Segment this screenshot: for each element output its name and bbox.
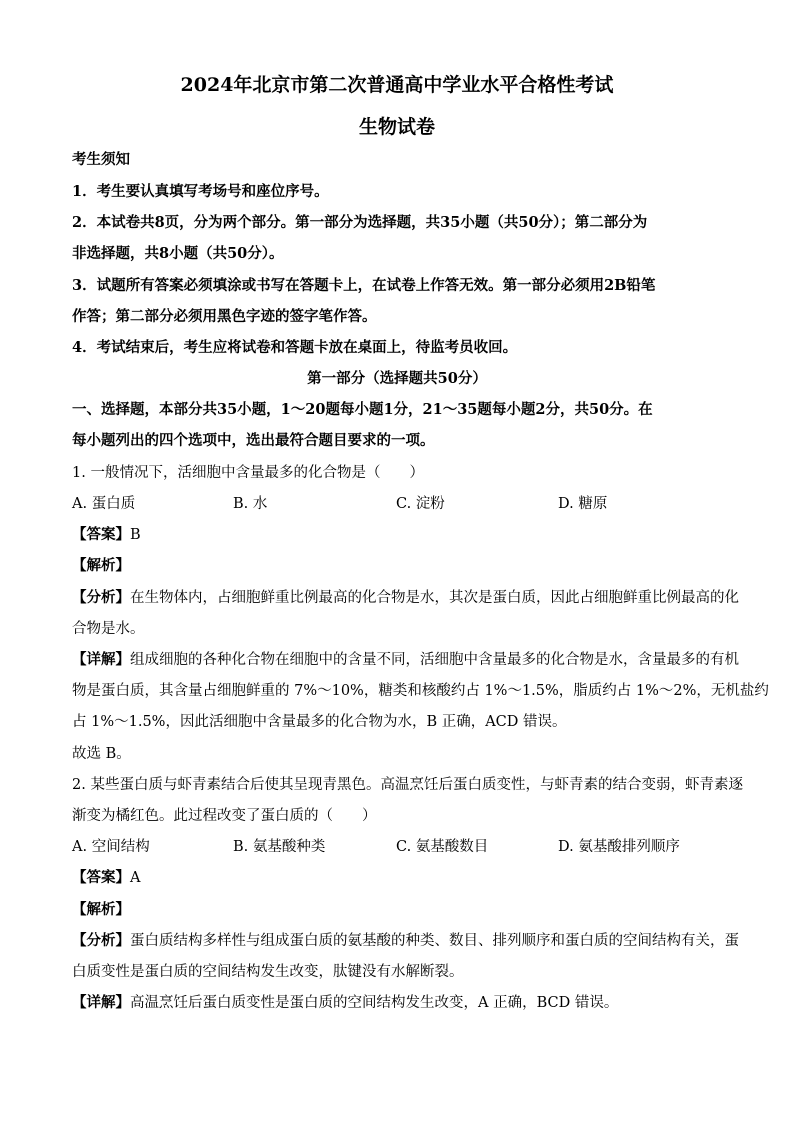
exam-title: 2024年北京市第二次普通高中学业水平合格性考试 (180, 74, 614, 96)
q1-option-d: D. 糖原 (558, 496, 608, 512)
q2-stem-line-1: 2. 某些蛋白质与虾青素结合后使其呈现青黑色。高温烹饪后蛋白质变性，与虾青素的结合变弱，虾青素逐 (72, 777, 743, 793)
q2-option-a: A. 空间结构 (72, 839, 150, 855)
q1-option-a: A. 蛋白质 (72, 496, 136, 512)
q2-fenxi-line-1 (72, 931, 739, 951)
q2-fenxi-text-1: 蛋白质结构多样性与组成蛋白质的氨基酸的种类、数目、排列顺序和蛋白质的空间结构有关，蛋 (130, 933, 739, 949)
q1-option-c: C. 淀粉 (396, 496, 445, 512)
q2-answer-tag: 【答案】 (72, 869, 130, 886)
q2-option-b: B. 氨基酸种类 (233, 839, 326, 855)
q1-answer-tag: 【答案】 (72, 526, 130, 543)
q1-xiangjie-line-3: 占 1%～1.5%，因此活细胞中含量最多的化合物为水，B 正确，ACD 错误。 (72, 714, 567, 730)
q1-xiangjie-text-1: 组成细胞的各种化合物在细胞中的含量不同，活细胞中含量最多的化合物是水，含量最多的有机 (130, 652, 739, 668)
notice-item-2: 2．本试卷共8页，分为两个部分。第一部分为选择题，共35小题（共50分）；第二部分为 (72, 214, 648, 231)
q2-option-d: D. 氨基酸排列顺序 (558, 839, 680, 855)
q2-stem-line-2: 渐变为橘红色。此过程改变了蛋白质的（ ） (72, 808, 377, 824)
notice-item-1: 1．考生要认真填写考场号和座位序号。 (72, 183, 329, 200)
notice-item-3-cont: 作答；第二部分必须用黑色字迹的签字笔作答。 (72, 308, 377, 325)
q1-xiangjie-line-1 (72, 650, 739, 670)
q2-fenxi-line-2: 白质变性是蛋白质的空间结构发生改变，肽键没有水解断裂。 (72, 964, 464, 980)
exam-subtitle: 生物试卷 (358, 116, 435, 138)
part1-instruction-2: 每小题列出的四个选项中，选出最符合题目要求的一项。 (72, 432, 435, 449)
q1-fenxi-line-2: 合物是水。 (72, 621, 145, 637)
q1-fenxi-tag: 【分析】 (72, 589, 130, 606)
q1-conclusion: 故选 B。 (72, 746, 131, 762)
part1-instruction-1: 一、选择题，本部分共35小题，1～20题每小题1分，21～35题每小题2分，共50分。在 (72, 401, 653, 418)
q2-analysis-tag: 【解析】 (72, 901, 130, 918)
notice-item-4: 4．考试结束后，考生应将试卷和答题卡放在桌面上，待监考员收回。 (72, 339, 518, 356)
notice-item-2-cont: 非选择题，共8小题（共50分）。 (72, 245, 284, 262)
q2-answer (72, 868, 140, 888)
q2-xiangjie-text-1: 高温烹饪后蛋白质变性是蛋白质的空间结构发生改变，A 正确，BCD 错误。 (130, 995, 619, 1011)
q2-xiangjie-tag: 【详解】 (72, 994, 130, 1011)
q1-answer (72, 525, 141, 545)
q2-fenxi-tag: 【分析】 (72, 932, 130, 949)
q1-stem: 1. 一般情况下，活细胞中含量最多的化合物是（ ） (72, 465, 424, 481)
q1-xiangjie-tag: 【详解】 (72, 651, 130, 668)
notice-heading: 考生须知 (72, 151, 130, 168)
q2-answer-value: A (130, 870, 141, 886)
notice-item-3: 3．试题所有答案必须填涂或书写在答题卡上，在试卷上作答无效。第一部分必须用2B铅笔 (72, 277, 656, 294)
part1-heading: 第一部分（选择题共50分） (307, 370, 487, 387)
q1-xiangjie-line-2: 物是蛋白质，其含量占细胞鲜重的 7%～10%，糖类和核酸约占 1%～1.5%，脂质约占 1%～2%，无机盐约 (72, 683, 769, 699)
q2-option-c: C. 氨基酸数目 (396, 839, 489, 855)
q1-answer-value: B (130, 527, 141, 543)
q1-analysis-tag: 【解析】 (72, 557, 130, 574)
q2-xiangjie-line-1 (72, 993, 618, 1013)
q1-fenxi-line-1 (72, 588, 739, 608)
q1-fenxi-text-1: 在生物体内，占细胞鲜重比例最高的化合物是水，其次是蛋白质，因此占细胞鲜重比例最高的化 (130, 590, 739, 606)
q1-option-b: B. 水 (233, 496, 268, 512)
